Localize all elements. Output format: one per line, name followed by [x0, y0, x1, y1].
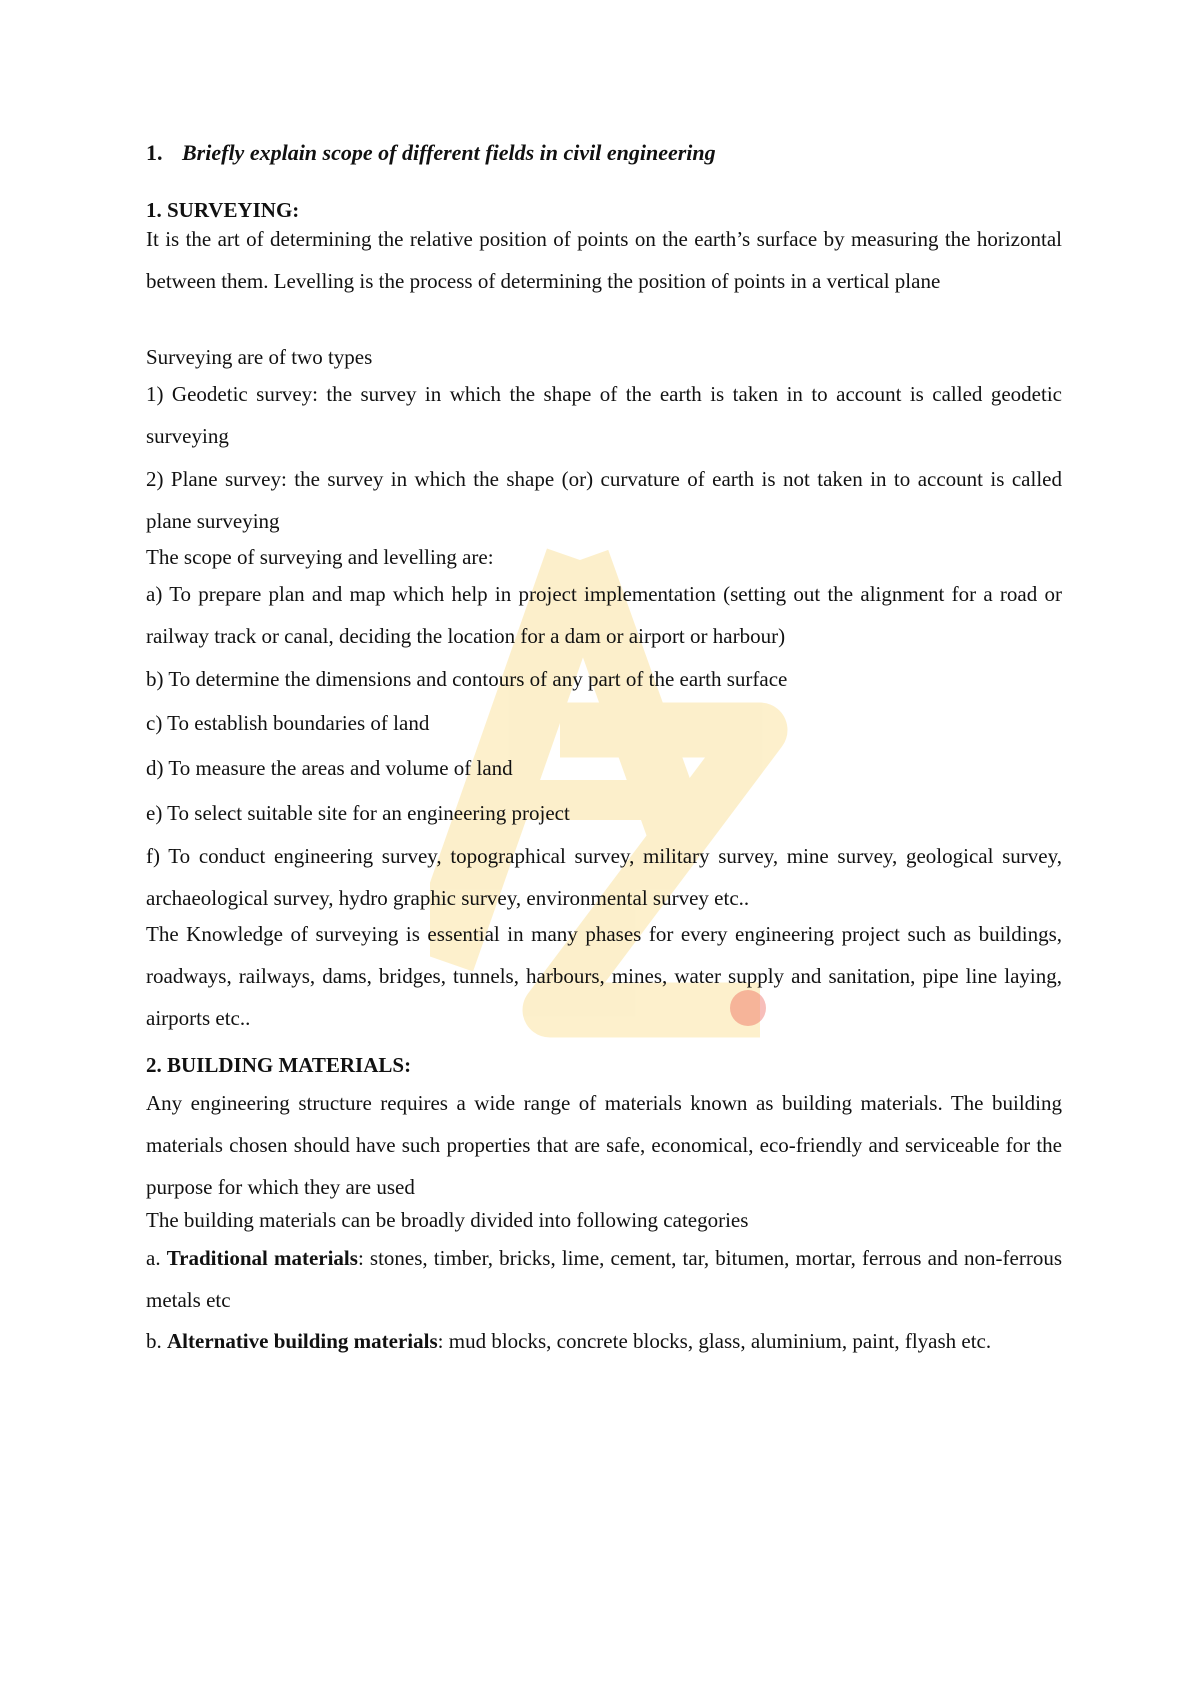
survey-type-geodetic: 1) Geodetic survey: the survey in which the shape of the earth is taken in to account is called geodetic surveying — [146, 382, 1062, 448]
scope-item-d: d) To measure the areas and volume of land — [146, 756, 513, 780]
materials-category-a — [146, 1237, 1062, 1321]
surveying-types-intro: Surveying are of two types — [146, 345, 373, 369]
category-a-label: Traditional materials — [166, 1246, 358, 1270]
materials-category-b — [146, 1320, 1062, 1362]
scope-item-a: a) To prepare plan and map which help in project implementation (setting out the alignment for a road or railway track or canal, deciding the location for a dam or airport or harbour) — [146, 582, 1062, 648]
survey-type-plane: 2) Plane survey: the survey in which the shape (or) curvature of earth is not taken in to account is called plane surveying — [146, 467, 1062, 533]
category-a-prefix: a. — [146, 1246, 167, 1270]
materials-heading: 2. BUILDING MATERIALS: — [146, 1053, 412, 1077]
category-b-prefix: b. — [146, 1329, 167, 1353]
scope-item-f: f) To conduct engineering survey, topographical survey, military survey, mine survey, geological survey, archaeological survey, hydro graphic survey, environmental survey etc.. — [146, 844, 1062, 910]
question-title — [146, 140, 716, 166]
surveying-intro: It is the art of determining the relative position of points on the earth’s surface by measuring the horizontal between them. Levelling is the process of determining the position of points in a vertical plane — [146, 227, 1062, 293]
surveying-heading: 1. SURVEYING: — [146, 198, 300, 222]
category-b-text: : mud blocks, concrete blocks, glass, aluminium, paint, flyash etc. — [437, 1329, 992, 1353]
materials-categories-intro: The building materials can be broadly divided into following categories — [146, 1208, 749, 1232]
question-text: Briefly explain scope of different fields in civil engineering — [182, 140, 716, 165]
scope-item-b: b) To determine the dimensions and contours of any part of the earth surface — [146, 667, 788, 691]
surveying-knowledge: The Knowledge of surveying is essential in many phases for every engineering project such as buildings, roadways, railways, dams, bridges, tunnels, harbours, mines, water supply and sanitation, pipe line laying, airports etc.. — [146, 922, 1062, 1030]
category-a-text: : stones, timber, bricks, lime, cement, tar, bitumen, mortar, ferrous and non-ferrous metals etc — [146, 1246, 1062, 1312]
scope-item-c: c) To establish boundaries of land — [146, 711, 430, 735]
materials-intro: Any engineering structure requires a wide range of materials known as building materials. The building materials chosen should have such properties that are safe, economical, eco-friendly and serviceable for the purpose for which they are used — [146, 1091, 1062, 1199]
question-number: 1. — [146, 140, 163, 165]
scope-intro: The scope of surveying and levelling are: — [146, 545, 494, 569]
scope-item-e: e) To select suitable site for an engineering project — [146, 801, 570, 825]
category-b-label: Alternative building materials — [167, 1329, 438, 1353]
